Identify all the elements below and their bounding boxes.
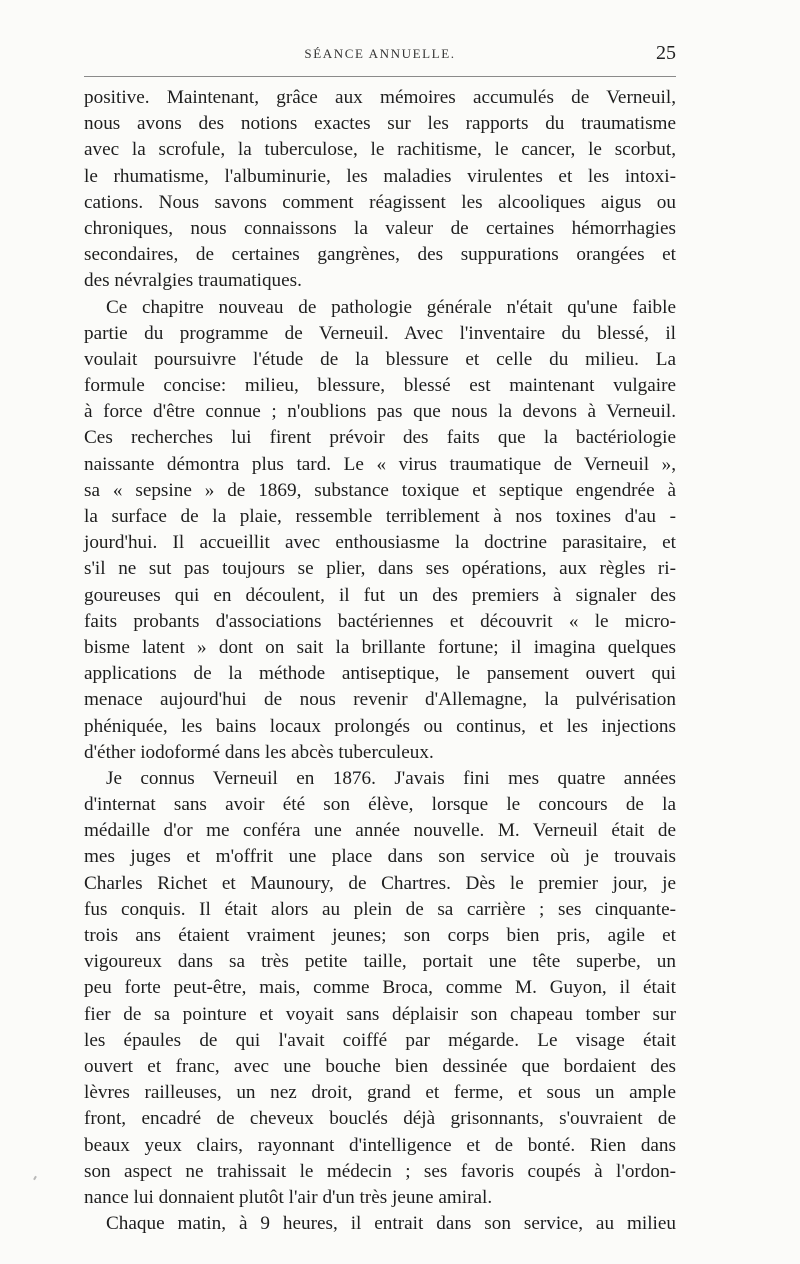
paragraph-end-line: d'éther iodoformé dans les abcès tuberculeux. — [84, 741, 434, 763]
text-line: médaille d'or me conféra une année nouvelle. M. Verneuil était de — [84, 820, 676, 842]
text-line: positive. Maintenant, grâce aux mémoires accumulés de Verneuil, — [84, 87, 676, 108]
text-line: voulait poursuivre l'étude de la blessure et celle du milieu. La — [84, 348, 676, 370]
text-line: Charles Richet et Maunoury, de Chartres. Dès le premier jour, je — [84, 872, 676, 894]
page-number: 25 — [656, 42, 676, 64]
text-line: applications de la méthode antiseptique, le pansement ouvert qui — [84, 663, 676, 685]
paragraph-first-line: Chaque matin, à 9 heures, il entrait dans son service, au milieu — [106, 1213, 676, 1235]
text-line: ouvert et franc, avec une bouche bien dessinée que bordaient des — [84, 1055, 676, 1077]
text-line: phéniquée, les bains locaux prolongés ou continus, et les injections — [84, 715, 676, 737]
text-line: naissante démontra plus tard. Le « virus traumatique de Verneuil », — [84, 453, 676, 475]
text-line: avec la scrofule, la tuberculose, le rachitisme, le cancer, le scorbut, — [84, 139, 676, 161]
text-line: à force d'être connue ; n'oublions pas que nous la devons à Verneuil. — [84, 401, 676, 423]
paragraph-first-line: Ce chapitre nouveau de pathologie générale n'était qu'une faible — [106, 296, 676, 318]
text-line: peu forte peut-être, mais, comme Broca, comme M. Guyon, il était — [84, 977, 676, 999]
text-line: bisme latent » dont on sait la brillante fortune; il imagina quelques — [84, 636, 676, 658]
text-line: secondaires, de certaines gangrènes, des suppurations orangées et — [84, 244, 676, 266]
text-line: front, encadré de cheveux bouclés déjà grisonnants, s'ouvraient de — [84, 1108, 676, 1130]
text-line: sa « sepsine » de 1869, substance toxique et septique engendrée à — [84, 479, 676, 501]
text-line: Ces recherches lui firent prévoir des faits que la bactériologie — [84, 427, 676, 449]
paragraph-first-line: Je connus Verneuil en 1876. J'avais fini mes quatre années — [106, 767, 676, 789]
text-line: formule concise: milieu, blessure, blessé est maintenant vulgaire — [84, 375, 676, 397]
text-line: menace aujourd'hui de nous revenir d'Allemagne, la pulvérisation — [84, 689, 676, 711]
text-line: fier de sa pointure et voyait sans déplaisir son chapeau tomber sur — [84, 1003, 676, 1025]
text-line: s'il ne sut pas toujours se plier, dans ses opérations, aux règles ri- — [84, 558, 676, 580]
header-rule — [84, 76, 676, 77]
running-header — [84, 44, 676, 68]
text-line: son aspect ne trahissait le médecin ; ses favoris coupés à l'ordon- — [84, 1160, 676, 1182]
text-line: goureuses qui en découlent, il fut un des premiers à signaler des — [84, 584, 676, 606]
running-title: SÉANCE ANNUELLE. — [304, 46, 456, 61]
paragraph-end-line: des névralgies traumatiques. — [84, 270, 302, 292]
text-line: la surface de la plaie, ressemble terriblement à nos toxines d'au - — [84, 506, 676, 527]
paper-speck — [33, 1176, 37, 1180]
paragraph-end-line: nance lui donnaient plutôt l'air d'un très jeune amiral. — [84, 1186, 493, 1208]
text-line: vigoureux dans sa très petite taille, portait une tête superbe, un — [84, 951, 676, 973]
text-line: mes juges et m'offrit une place dans son service où je trouvais — [84, 846, 676, 868]
body-text — [84, 85, 676, 1237]
text-line: d'internat sans avoir été son élève, lorsque le concours de la — [84, 794, 676, 816]
text-line: le rhumatisme, l'albuminurie, les maladies virulentes et les intoxi- — [84, 165, 676, 187]
text-line: fus conquis. Il était alors au plein de sa carrière ; ses cinquante- — [84, 898, 676, 920]
text-line: les épaules de qui l'avait coiffé par mégarde. Le visage était — [84, 1029, 676, 1051]
text-line: beaux yeux clairs, rayonnant d'intelligence et de bonté. Rien dans — [84, 1134, 676, 1156]
text-line: cations. Nous savons comment réagissent les alcooliques aigus ou — [84, 191, 676, 213]
text-line: jourd'hui. Il accueillit avec enthousiasme la doctrine parasitaire, et — [84, 532, 676, 554]
text-line: faits probants d'associations bactériennes et découvrit « le micro- — [84, 610, 676, 632]
text-line: trois ans étaient vraiment jeunes; son corps bien pris, agile et — [84, 925, 676, 946]
text-line: lèvres railleuses, un nez droit, grand et ferme, et sous un ample — [84, 1082, 676, 1104]
text-line: chroniques, nous connaissons la valeur de certaines hémorrhagies — [84, 217, 676, 239]
text-line: nous avons des notions exactes sur les rapports du traumatisme — [84, 113, 676, 135]
text-line: partie du programme de Verneuil. Avec l'inventaire du blessé, il — [84, 322, 676, 344]
